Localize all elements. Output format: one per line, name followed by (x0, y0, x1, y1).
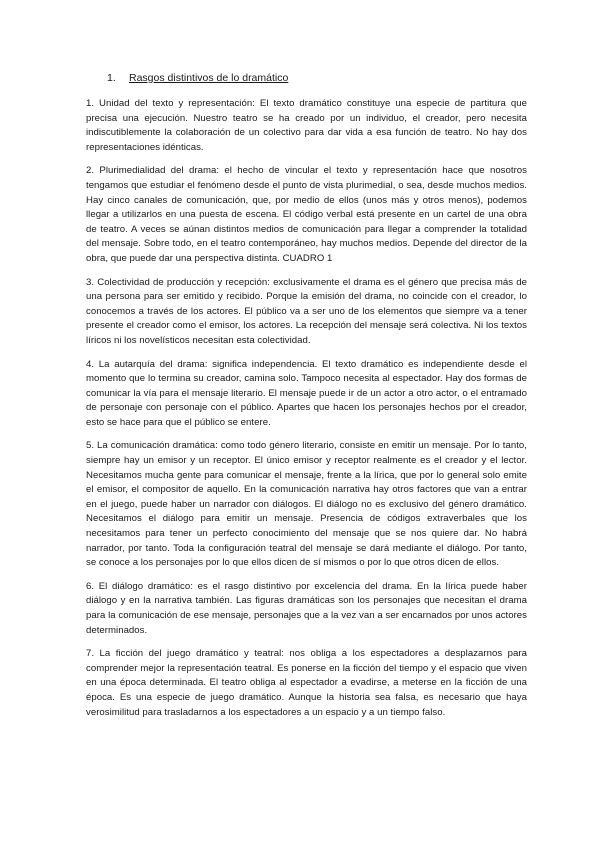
paragraph-dialogo: 6. El diálogo dramático: es el rasgo distintivo por excelencia del drama. En la lírica puede haber diálogo y en la narrativa también. Las figuras dramáticas son los personajes que necesitan el drama para la comunicación de ese mensaje, personajes que a la vez van a ser encarnados por unos actores determinados. (86, 580, 527, 636)
paragraph-ficcion: 7. La ficción del juego dramático y teatral: nos obliga a los espectadores a desplazarnos para comprender mejor la representación teatral. Es ponerse en la ficción del tiempo y el espacio que viven en una época determinada. El teatro obliga al espectador a evadirse, a meterse en la ficción de una época. Es una especie de juego dramático. Aunque la historia sea falsa, es necesario que haya verosimilitud para trasladarnos a los espectadores a un espacio y a un tiempo falso. (86, 648, 527, 718)
section-heading (107, 71, 288, 85)
section-title: Rasgos distintivos de lo dramático (129, 72, 289, 84)
document-body (86, 97, 527, 729)
paragraph-autarquia: 4. La autarquía del drama: significa independencia. El texto dramático es independiente desde el momento que lo termina su creador, camina solo. Tampoco necesita al espectador. Hay dos formas de comunicar la vía para el mensaje literario. El mensaje puede ir de un actor a otro actor, o el entramado de personaje con personaje con el público. Apartes que hacen los personajes hechos por el creador, esto se hace para que el público se entere. (86, 358, 527, 428)
section-number: 1. (107, 72, 116, 84)
paragraph-plurimedialidad: 2. Plurimedialidad del drama: el hecho de vincular el texto y representación hace que nosotros tengamos que estudiar el fenómeno desde el punto de vista plurimedial, o sea, desde muchos medios. Hay cinco canales de comunicación, que, por medio de ellos (unos más y otros menos), podemos llegar a utilizarlos en una puesta de escena. El código verbal está presente en un cartel de una obra de teatro. A veces se aúnan distintos medios de comunicación para llegar a comprender la totalidad del mensaje. Sobre todo, en el teatro contemporáneo, hay muchos medios. Depende del director de la obra, que puede dar una perspectiva distinta. CUADRO 1 (86, 165, 527, 264)
paragraph-colectividad: 3. Colectividad de producción y recepción: exclusivamente el drama es el género que precisa más de una persona para ser emitido y recibido. Porque la emisión del drama, no coincide con el creador, lo conocemos a través de los actores. El público va a ser uno de los elementos que siempre va a tener presente el creador como el emisor, los actores. La recepción del mensaje será colectiva. Ni los textos líricos ni los novelísticos necesitan esta colectividad. (86, 276, 527, 346)
paragraph-unidad-texto: 1. Unidad del texto y representación: El texto dramático constituye una especie de partitura que precisa una ejecución. Nuestro teatro se ha creado por un individuo, el creador, pero necesita indiscutiblemente la colaboración de un colectivo para dar vida a esa función de teatro. No hay dos representaciones idénticas. (86, 98, 527, 153)
paragraph-comunicacion: 5. La comunicación dramática: como todo género literario, consiste en emitir un mensaje. Por lo tanto, siempre hay un emisor y un receptor. El único emisor y receptor realmente es el creador y el lector. Necesitamos mucha gente para comunicar el mensaje, frente a la lírica, que por lo general solo emite el emisor, el compositor de aquello. En la comunicación narrativa hay otros factores que van a entrar en el juego, puede haber un narrador con diálogos. El diálogo no es exclusivo del género dramático. Necesitamos el diálogo para emitir un mensaje. Presencia de códigos extraverbales que los necesitamos para tener un perfecto conocimiento del mensaje que se nos quiere dar. No habrá narrador, por tanto. Toda la configuración teatral del mensaje se dará mediante el diálogo. Por tanto, se conoce a los personajes por lo que ellos dicen de sí mismos o por lo que otros dicen de ellos. (86, 440, 527, 569)
